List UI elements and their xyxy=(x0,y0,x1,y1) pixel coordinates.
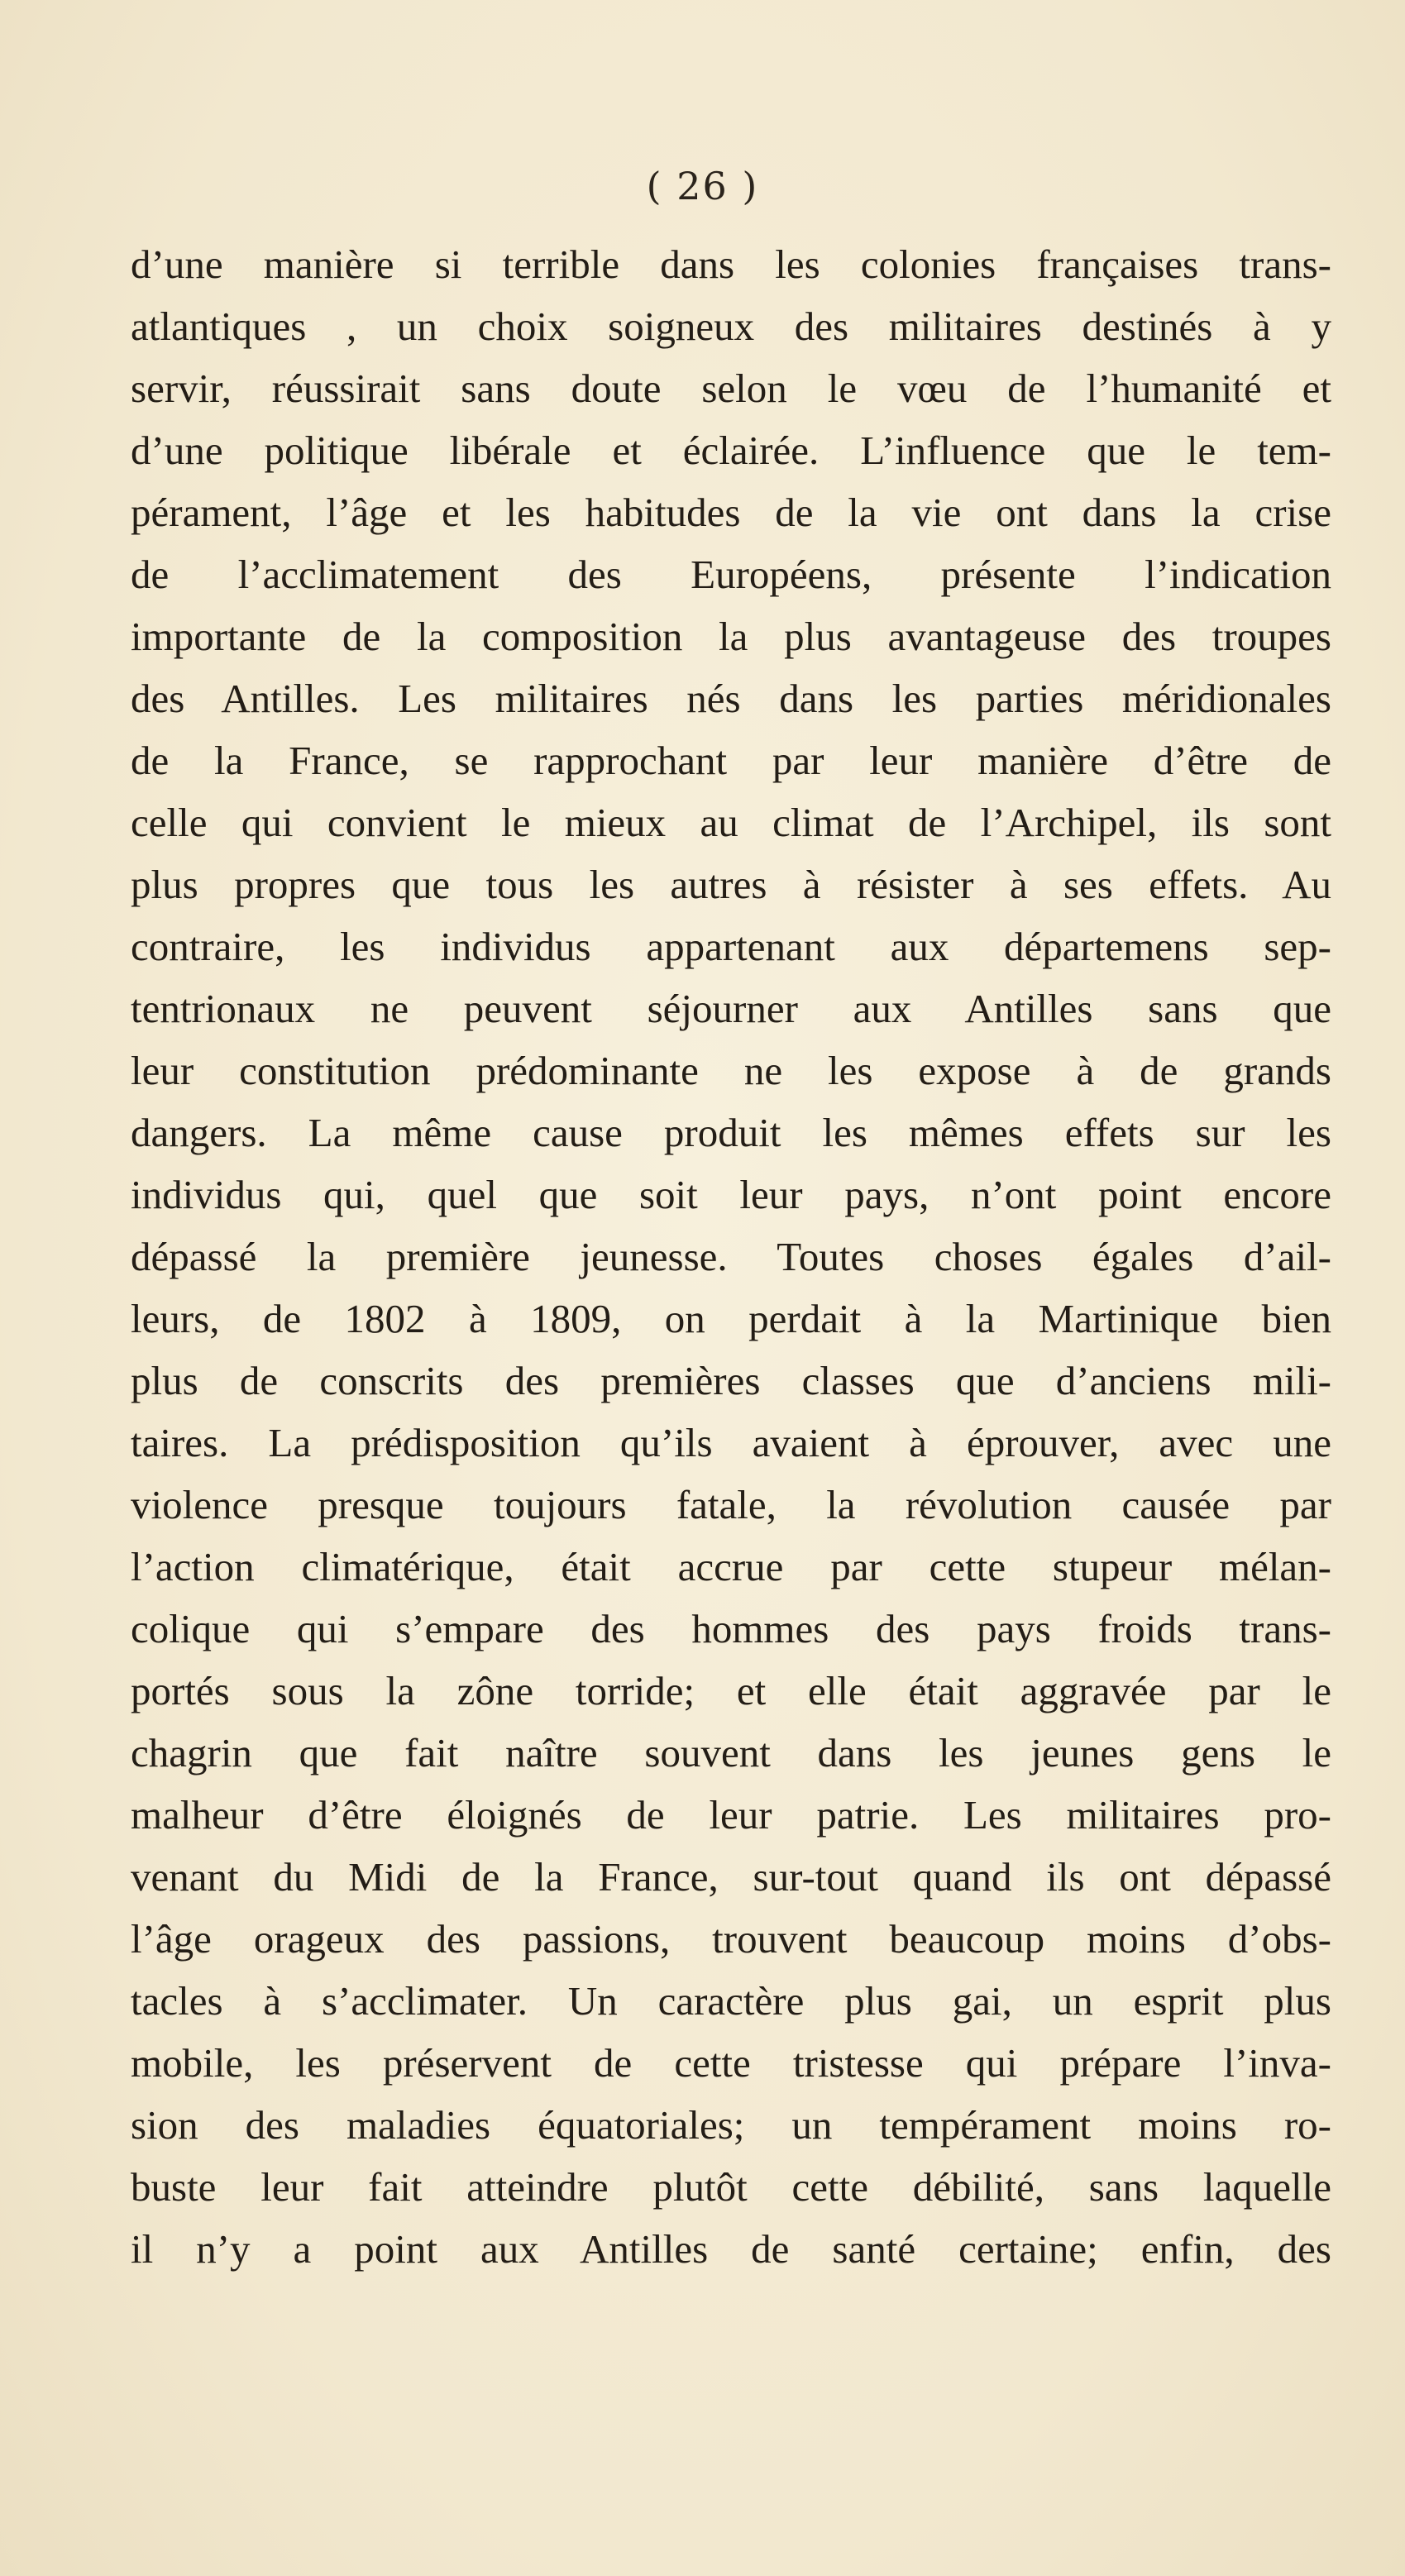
page-number: ( 26 ) xyxy=(646,164,759,208)
text-line: tacles à s’acclimater. Un caractère plus gai, un esprit plus xyxy=(131,1978,1331,2024)
text-line: individus qui, quel que soit leur pays, n’ont point encore xyxy=(131,1172,1331,1217)
text-line: venant du Midi de la France, sur-tout quand ils ont dépassé xyxy=(131,1854,1331,1900)
text-line: dépassé la première jeunesse. Toutes choses égales d’ail- xyxy=(131,1234,1331,1279)
text-line: portés sous la zône torride; et elle était aggravée par le xyxy=(131,1668,1331,1713)
text-line: plus de conscrits des premières classes que d’anciens mili- xyxy=(131,1358,1331,1403)
text-line: il n’y a point aux Antilles de santé certaine; enfin, des xyxy=(131,2226,1331,2272)
text-line: importante de la composition la plus avantageuse des troupes xyxy=(131,614,1331,659)
body-text xyxy=(131,233,1331,2280)
text-line: atlantiques , un choix soigneux des militaires destinés à y xyxy=(131,303,1331,349)
text-line: servir, réussirait sans doute selon le vœu de l’humanité et xyxy=(131,366,1331,411)
text-line: de la France, se rapprochant par leur manière d’être de xyxy=(131,738,1331,783)
text-line: malheur d’être éloignés de leur patrie. Les militaires pro- xyxy=(131,1792,1331,1838)
text-line: buste leur fait atteindre plutôt cette débilité, sans laquelle xyxy=(131,2164,1331,2210)
text-line: de l’acclimatement des Européens, présente l’indication xyxy=(131,552,1331,597)
text-line: d’une manière si terrible dans les colonies françaises trans- xyxy=(131,241,1331,287)
text-line: plus propres que tous les autres à résister à ses effets. Au xyxy=(131,862,1331,907)
text-line: colique qui s’empare des hommes des pays froids trans- xyxy=(131,1606,1331,1651)
text-line: leur constitution prédominante ne les expose à de grands xyxy=(131,1048,1331,1093)
text-line: chagrin que fait naître souvent dans les jeunes gens le xyxy=(131,1730,1331,1775)
text-line: taires. La prédisposition qu’ils avaient à éprouver, avec une xyxy=(131,1420,1331,1465)
text-line: l’action climatérique, était accrue par cette stupeur mélan- xyxy=(131,1544,1331,1589)
text-line: tentrionaux ne peuvent séjourner aux Antilles sans que xyxy=(131,986,1331,1031)
text-line: pérament, l’âge et les habitudes de la vie ont dans la crise xyxy=(131,490,1331,535)
text-line: sion des maladies équatoriales; un tempérament moins ro- xyxy=(131,2102,1331,2148)
text-line: d’une politique libérale et éclairée. L’influence que le tem- xyxy=(131,428,1331,473)
text-line: dangers. La même cause produit les mêmes effets sur les xyxy=(131,1110,1331,1155)
text-line: violence presque toujours fatale, la révolution causée par xyxy=(131,1482,1331,1527)
text-line: leurs, de 1802 à 1809, on perdait à la Martinique bien xyxy=(131,1296,1331,1341)
text-line: celle qui convient le mieux au climat de l’Archipel, ils sont xyxy=(131,800,1331,845)
text-line: l’âge orageux des passions, trouvent beaucoup moins d’obs- xyxy=(131,1916,1331,1962)
text-line: des Antilles. Les militaires nés dans les parties méridionales xyxy=(131,676,1331,721)
text-line: mobile, les préservent de cette tristesse qui prépare l’inva- xyxy=(131,2040,1331,2086)
text-line: contraire, les individus appartenant aux départemens sep- xyxy=(131,924,1331,969)
